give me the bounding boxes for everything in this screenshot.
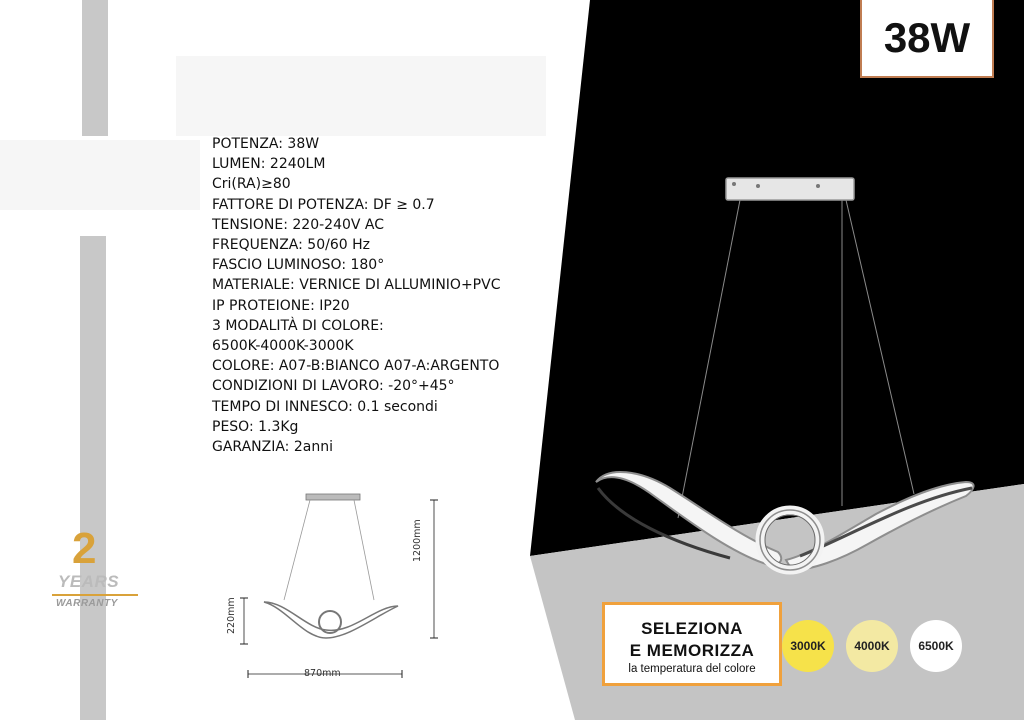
warranty-label: WARRANTY [56, 598, 118, 609]
dimension-height-label: 1200mm [412, 519, 423, 562]
spec-line: LUMEN: 2240LM [212, 156, 326, 173]
pendant-lamp-image [580, 160, 1000, 590]
temp-4000k-swatch: 4000K [846, 620, 898, 672]
left-deco-bar-bottom [80, 236, 106, 720]
spec-line: 3 MODALITÀ DI COLORE: [212, 317, 384, 334]
spec-line: IP PROTEIONE: IP20 [212, 297, 350, 314]
spec-line: 6500K-4000K-3000K [212, 338, 354, 355]
spec-line: COLORE: A07-B:BIANCO A07-A:ARGENTO [212, 358, 500, 375]
spec-line: POTENZA: 38W [212, 136, 320, 152]
select-heading-2: E MEMORIZZA [629, 641, 755, 660]
dimension-lamp-height-label: 220mm [226, 597, 237, 634]
temp-3000k-swatch: 3000K [782, 620, 834, 672]
spec-line: Cri(RA)≥80 [212, 176, 291, 193]
lamp-outline-icon [226, 488, 466, 688]
spec-line: CONDIZIONI DI LAVORO: -20°+45° [212, 378, 455, 395]
select-heading-1: SELEZIONA [641, 619, 743, 638]
spec-list [212, 134, 552, 457]
spec-line: GARANZIA: 2anni [212, 439, 333, 456]
wattage-badge [860, 0, 994, 78]
spec-line: TENSIONE: 220-240V AC [212, 216, 385, 233]
spec-line: MATERIALE: VERNICE DI ALLUMINIO+PVC [212, 277, 501, 294]
faint-deco-block-left [0, 140, 200, 210]
warranty-years: YEARS [58, 572, 120, 591]
faint-deco-block [176, 56, 546, 136]
spec-line: FATTORE DI POTENZA: DF ≥ 0.7 [212, 196, 435, 213]
spec-line: PESO: 1.3Kg [212, 418, 299, 435]
spec-line: TEMPO DI INNESCO: 0.1 secondi [212, 398, 438, 415]
temp-6500k-swatch: 6500K [910, 620, 962, 672]
wattage-text: 38W [883, 14, 971, 61]
select-subtitle: la temperatura del colore [628, 663, 756, 675]
left-deco-bar-top [82, 0, 108, 136]
warranty-divider [52, 594, 138, 596]
warranty-number: 2 [72, 524, 97, 573]
spec-line: FASCIO LUMINOSO: 180° [212, 257, 385, 274]
spec-line: FREQUENZA: 50/60 Hz [212, 237, 370, 254]
dimension-width-label: 870mm [304, 668, 341, 679]
dimension-drawing [226, 488, 466, 688]
warranty-badge [48, 524, 140, 616]
color-temp-panel [602, 602, 782, 686]
